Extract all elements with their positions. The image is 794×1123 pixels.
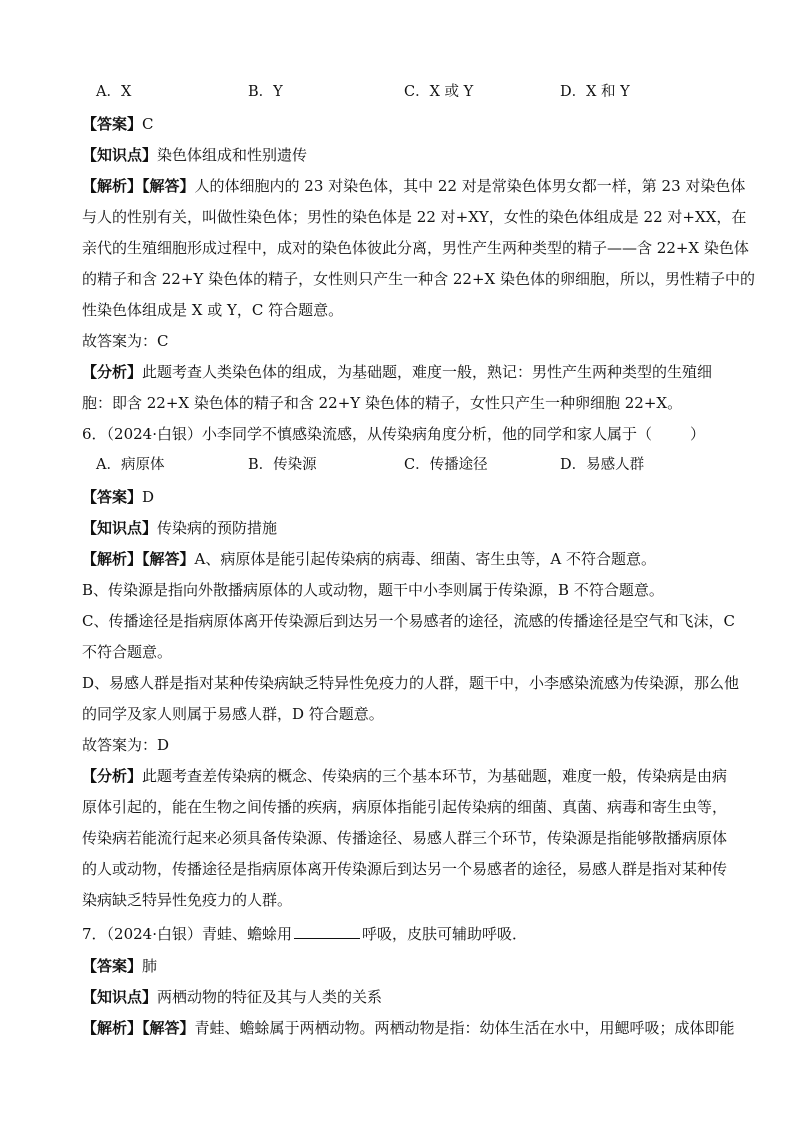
knowledge-value: 两栖动物的特征及其与人类的关系 xyxy=(157,988,383,1006)
knowledge-tag: 【知识点】 xyxy=(82,519,158,537)
analysis-text: 人的体细胞内的 23 对染色体，其中 22 对是常染色体男女都一样，第 23 对染色体 xyxy=(194,177,746,195)
fenxi-text: 此题考查差传染病的概念、传染病的三个基本环节，为基础题，难度一般，传染病是由病 xyxy=(142,767,728,785)
q5-analysis-line-0 xyxy=(82,176,746,196)
knowledge-value: 染色体组成和性别遗传 xyxy=(157,146,308,164)
q7-knowledge-line xyxy=(82,987,722,1007)
q6-fenxi-line-4: 染病缺乏特异性免疫力的人群。 xyxy=(82,891,293,909)
q6-option-b: B．传染源 xyxy=(248,457,317,473)
q5-conclusion: 故答案为：C xyxy=(82,332,169,350)
q6-fenxi-line-1: 原体引起的，能在生物之间传播的疾病，病原体指能引起传染病的细菌、真菌、病毒和寄生虫等， xyxy=(82,798,728,816)
q5-fenxi-line-0 xyxy=(82,362,722,382)
q6-answer-line xyxy=(82,487,722,507)
q6-analysis-line-1: B、传染源是指向外散播病原体的人或动物，题干中小李则属于传染源，B 不符合题意。 xyxy=(82,581,664,599)
answer-tag: 【答案】 xyxy=(82,488,143,506)
q5-option-a: A．X xyxy=(96,84,132,100)
q7-stem xyxy=(82,924,722,944)
q5-option-d: D．X 和 Y xyxy=(560,84,630,100)
q7-answer-blank xyxy=(294,924,360,939)
q6-option-a: A．病原体 xyxy=(96,457,165,473)
answer-value: D xyxy=(142,488,155,506)
q7-stem-text-end: 呼吸，皮肤可辅助呼吸． xyxy=(362,925,528,943)
q7-analysis-line-0 xyxy=(82,1018,735,1038)
q6-stem xyxy=(82,424,722,444)
q5-option-b: B．Y xyxy=(248,84,283,100)
q6-option-d: D．易感人群 xyxy=(560,457,645,473)
q6-stem-text: 6．（2024·白银）小李同学不慎感染流感，从传染病角度分析，他的同学和家人属于（ xyxy=(82,425,652,443)
analysis-tag: 【解析】【解答】 xyxy=(82,550,195,568)
knowledge-value: 传染病的预防措施 xyxy=(157,519,278,537)
q5-answer-line xyxy=(82,114,722,134)
answer-tag: 【答案】 xyxy=(82,957,143,975)
fenxi-tag: 【分析】 xyxy=(82,363,143,381)
answer-value: 肺 xyxy=(142,957,158,975)
q6-option-c: C．传播途径 xyxy=(404,457,488,473)
knowledge-tag: 【知识点】 xyxy=(82,146,158,164)
q6-analysis-line-3: 不符合题意。 xyxy=(82,643,173,661)
fenxi-tag: 【分析】 xyxy=(82,767,143,785)
q5-fenxi-line-1: 胞：即含 22+X 染色体的精子和含 22+Y 染色体的精子，女性只产生一种卵细胞 22+X。 xyxy=(82,394,683,412)
q6-fenxi-line-0 xyxy=(82,766,728,786)
q5-option-c: C．X 或 Y xyxy=(404,84,474,100)
q5-analysis-line-4: 性染色体组成是 X 或 Y，C 符合题意。 xyxy=(82,301,344,319)
q6-knowledge-line xyxy=(82,518,722,538)
analysis-tag: 【解析】【解答】 xyxy=(82,177,195,195)
q6-fenxi-line-3: 的人或动物，传播途径是指病原体离开传染源后到达另一个易感者的途径，易感人群是指对某种传 xyxy=(82,860,728,878)
answer-tag: 【答案】 xyxy=(82,115,143,133)
q6-analysis-line-5: 的同学及家人则属于易感人群，D 符合题意。 xyxy=(82,705,384,723)
q6-analysis-line-4: D、易感人群是指对某种传染病缺乏特异性免疫力的人群，题干中，小李感染流感为传染源，那么他 xyxy=(82,674,740,692)
q7-stem-text: 7．（2024·白银）青蛙、蟾蜍用 xyxy=(82,925,292,943)
fenxi-text: 此题考查人类染色体的组成，为基础题，难度一般，熟记：男性产生两种类型的生殖细 xyxy=(142,363,713,381)
analysis-text: A、病原体是能引起传染病的病毒、细菌、寄生虫等，A 不符合题意。 xyxy=(194,550,656,568)
q5-analysis-line-3: 的精子和含 22+Y 染色体的精子，女性则只产生一种含 22+X 染色体的卵细胞，所以，男性精子中的 xyxy=(82,270,755,288)
q6-fenxi-line-2: 传染病若能流行起来必须具备传染源、传播途径、易感人群三个环节，传染源是指能够散播病原体 xyxy=(82,829,728,847)
q7-answer-line xyxy=(82,956,722,976)
q6-analysis-line-2: C、传播途径是指病原体离开传染源后到达另一个易感者的途径，流感的传播途径是空气和飞沫，C xyxy=(82,612,735,630)
q5-knowledge-line xyxy=(82,145,722,165)
q6-analysis-line-0 xyxy=(82,549,722,569)
q5-analysis-line-1: 与人的性别有关，叫做性染色体；男性的染色体是 22 对+XY，女性的染色体组成是 22 对+XX，在 xyxy=(82,208,747,226)
analysis-tag: 【解析】【解答】 xyxy=(82,1019,195,1037)
q6-conclusion: 故答案为：D xyxy=(82,736,170,754)
q5-analysis-line-2: 亲代的生殖细胞形成过程中，成对的染色体彼此分离，男性产生两种类型的精子——含 22+X 染色体 xyxy=(82,239,749,257)
analysis-text: 青蛙、蟾蜍属于两栖动物。两栖动物是指：幼体生活在水中，用鳃呼吸；成体即能 xyxy=(194,1019,735,1037)
answer-value: C xyxy=(142,115,154,133)
q6-stem-paren: ） xyxy=(690,425,706,443)
knowledge-tag: 【知识点】 xyxy=(82,988,158,1006)
